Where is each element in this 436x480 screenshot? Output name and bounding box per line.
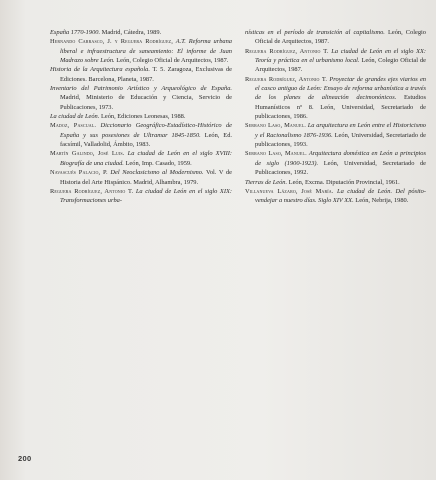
bibliography-entry — [50, 28, 232, 37]
entry-title: nísticas en el período de transición al capitalismo. — [245, 29, 385, 36]
entry-author: Villanueva Lázaro, José María. — [245, 187, 334, 195]
entry-rest: León, Colegio Oficial de Arquitectos, 1987. — [114, 57, 229, 65]
bibliography-entry — [245, 121, 426, 149]
entry-title: A.T. Reforma urbana liberal e infraestructura de saneamiento: El informe de Juan Madrazo sobre León. — [60, 38, 232, 65]
bibliography-entry — [245, 187, 426, 206]
entry-title: Tierras de León. — [245, 178, 288, 186]
entry-rest: Madrid, Ministerio de Educación y Ciencia, Servicio de Publicaciones, 1973. — [60, 94, 232, 111]
entry-rest: Vol. V de Historia del Arte Hispánico. Madrid, Alhambra, 1979. — [60, 169, 233, 186]
entry-author: Serrano Laso, Manuel. — [245, 150, 307, 158]
bibliography-entry — [50, 112, 232, 121]
entry-title: Proyectar de grandes ejes viarios en el casco antiguo de León: Ensayo de reforma urbanística a través de los planes de alineación decimonónicos. — [255, 75, 426, 102]
bibliography-entry — [50, 121, 232, 149]
bibliography-entry — [245, 28, 426, 47]
bibliography-entry — [245, 149, 426, 177]
entry-title: La arquitectura en León entre el Historicismo y el Racionalismo 1876-1936. — [255, 122, 427, 139]
entry-author: Serrano Laso, Manuel. — [245, 122, 306, 130]
entry-title: La ciudad de León. — [50, 113, 100, 121]
entry-title: Historia de la Arquitectura española. — [50, 66, 150, 74]
entry-rest: León, Excma. Diputación Provincial, 1961. — [287, 178, 400, 186]
entry-title: Del Neoclasicismo al Modernismo. — [107, 169, 204, 177]
entry-rest: T. 5. Zaragoza, Exclusivas de Ediciones. Barcelona, Planeta, 1987. — [60, 66, 232, 83]
entry-title: La ciudad de León en el siglo XVIII: Biografía de una ciudad. — [60, 150, 233, 167]
entry-title: España 1770-1900. — [50, 29, 101, 36]
entry-rest: León, Universidad, Secretariado de Publicaciones, 1992. — [255, 159, 427, 177]
entry-title: Diccionario Geográfico-Estadístico-Histórico de España y sus posesiones de Ultramar 1845-1850. — [60, 122, 232, 139]
entry-rest: León, Universidad, Secretariado de publicaciones, 1993. — [255, 131, 426, 149]
bibliography-entry — [50, 37, 232, 65]
entry-title: La ciudad de León. Del pósito-vendejar a nuestro días. Siglo XIV XX. — [255, 187, 426, 205]
bibliography-entry — [50, 65, 232, 84]
bibliography-entry — [245, 75, 426, 122]
bibliography-left-column — [50, 28, 232, 206]
entry-author: Navascués Palacio, P. — [50, 169, 108, 177]
entry-rest: León, Imp. Casado, 1959. — [123, 159, 192, 167]
entry-author: Madoz, Pascual. — [50, 122, 97, 130]
bibliography-entry — [245, 47, 426, 75]
entry-author: Reguera Rodríguez, Antonio T. — [50, 187, 134, 195]
bibliography-right-column — [245, 28, 426, 206]
bibliography-entry — [50, 187, 232, 206]
entry-rest: Estudios Humanísticos nº 8. León, Universidad, Secretariado de publicaciones, 1986. — [255, 94, 426, 121]
entry-author: Reguera Rodríguez, Antonio T. — [245, 47, 329, 55]
page-number: 200 — [18, 454, 32, 463]
entry-rest: León, Nebrija, 1980. — [353, 197, 409, 205]
entry-rest: León, Colegio Oficial de Arquitectos, 1987. — [255, 57, 426, 74]
entry-title: Arquitectura doméstica en León a principios de siglo (1900-1923). — [255, 150, 426, 167]
entry-rest: Madrid, Cátedra, 1989. — [100, 29, 162, 36]
bibliography-entry — [50, 168, 232, 187]
bibliography-entry — [50, 84, 232, 112]
entry-author: Hernando Carrasco, J. y Reguera Rodríguez, — [50, 38, 174, 46]
entry-author: Reguera Rodríguez, Antonio T. — [245, 75, 328, 83]
entry-title: Inventario del Patrimonio Artístico y Arqueológico de España. — [50, 85, 232, 93]
entry-rest: León, Ediciones Leonesas, 1988. — [99, 113, 186, 121]
entry-rest: León, Ed. facsímil, Valladolid, Ámbito, 1983. — [60, 131, 232, 149]
entry-title: La ciudad de León en el siglo XIX: Transformaciones urba- — [60, 187, 232, 205]
bibliography-entry — [245, 178, 426, 187]
bibliography-entry — [50, 149, 232, 168]
entry-author: Martín Galindo, José Luis. — [50, 150, 125, 158]
entry-rest: León, Colegio Oficial de Arquitectos, 1987. — [255, 29, 426, 46]
entry-title: La ciudad de León en el siglo XX: Teoría y práctica en el urbanismo local. — [255, 47, 427, 65]
